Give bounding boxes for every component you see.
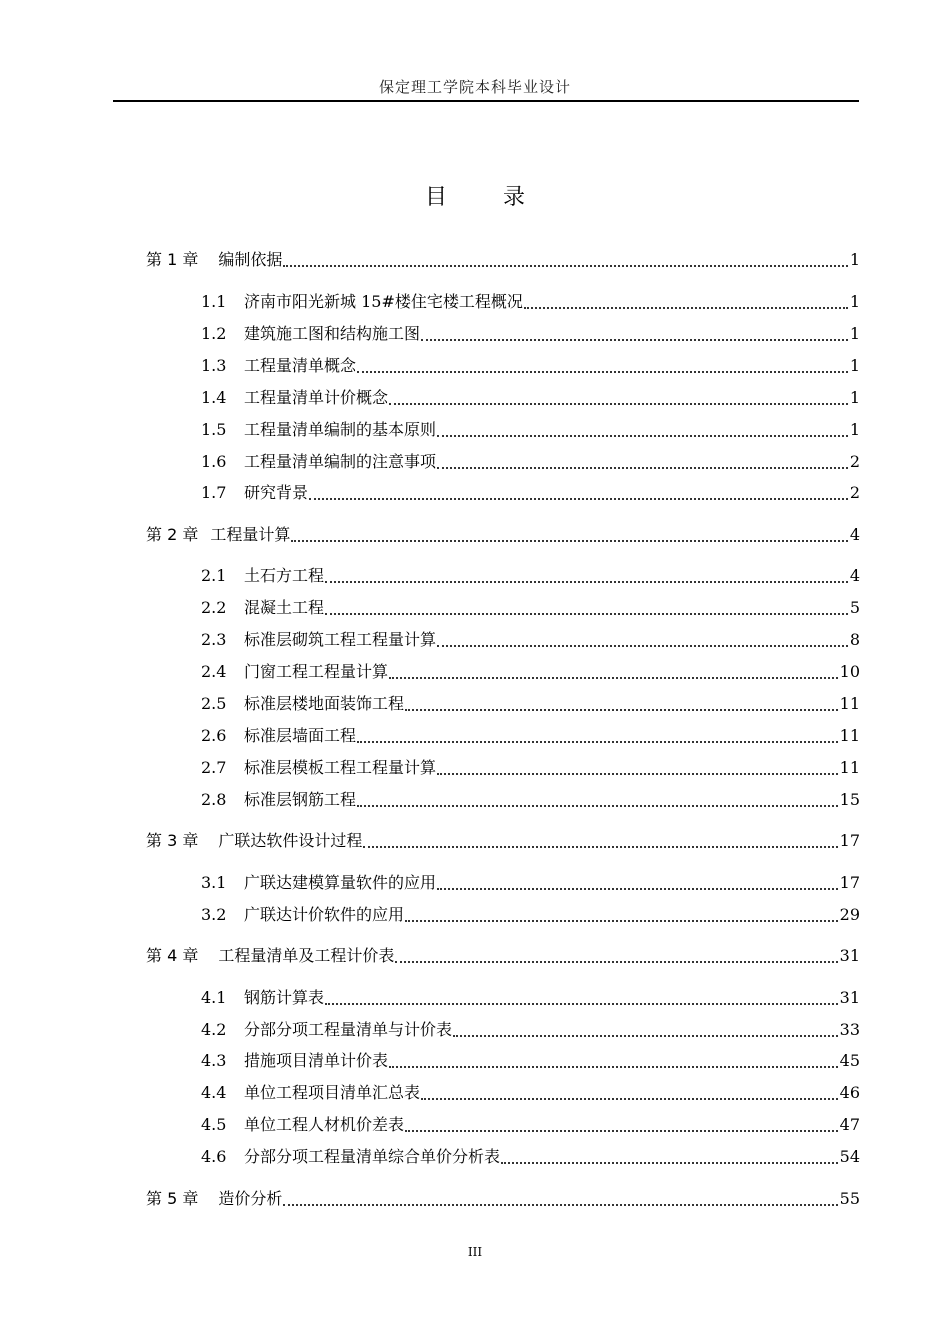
toc-section-entry[interactable] [201,354,860,378]
toc-entry-number: 4.3 [201,1051,227,1070]
toc-entry-page: 46 [839,1083,860,1102]
toc-entry-label: 标准层钢筋工程 [244,790,357,809]
toc-entry-number: 2.6 [201,726,227,745]
toc-section-entry[interactable] [201,322,860,346]
toc-dot-leader [437,872,838,890]
toc-section-entry[interactable] [201,564,860,588]
toc-entry-number: 2.1 [201,566,227,585]
toc-entry-page: 17 [839,831,860,850]
toc-entry-label: 标准层墙面工程 [244,726,357,745]
toc-entry-number: 第 5 章 [146,1189,199,1208]
toc-entry-page: 1 [849,420,860,439]
toc-section-entry[interactable] [201,418,860,442]
toc-title-char-2: 录 [503,185,526,210]
toc-dot-leader [389,1050,838,1068]
toc-entry-label: 分部分项工程量清单综合单价分析表 [244,1147,501,1166]
toc-dot-leader [501,1146,838,1164]
toc-entry-number: 4.2 [201,1020,227,1039]
toc-entry-number: 第 4 章 [146,946,199,965]
toc-dot-leader [437,629,848,647]
toc-entry-number: 2.2 [201,598,227,617]
toc-title [0,180,950,211]
toc-entry-label: 标准层楼地面装饰工程 [244,694,405,713]
toc-entry-label: 门窗工程工程量计算 [244,662,389,681]
toc-dot-leader [389,387,848,405]
toc-section-entry[interactable] [201,871,860,895]
toc-entry-label: 工程量清单编制的注意事项 [244,452,437,471]
toc-section-entry[interactable] [201,481,860,505]
toc-section-entry[interactable] [201,660,860,684]
toc-entry-page: 2 [849,452,860,471]
toc-section-entry[interactable] [201,1081,860,1105]
toc-chapter-entry[interactable] [146,1187,860,1211]
toc-entry-page: 29 [839,905,860,924]
toc-entry-label: 建筑施工图和结构施工图 [244,324,421,343]
toc-entry-page: 5 [849,598,860,617]
toc-entry-label: 工程量清单及工程计价表 [218,946,395,965]
toc-dot-leader [437,757,838,775]
toc-dot-leader [325,597,848,615]
toc-entry-label: 分部分项工程量清单与计价表 [244,1020,453,1039]
toc-entry-page: 1 [849,356,860,375]
toc-entry-page: 1 [849,388,860,407]
header-rule [113,100,859,102]
toc-entry-label: 钢筋计算表 [244,988,325,1007]
toc-title-char-1: 目 [424,185,447,210]
toc-chapter-entry[interactable] [146,523,860,547]
toc-dot-leader [357,789,838,807]
toc-entry-label: 工程量清单编制的基本原则 [244,420,437,439]
toc-entry-page: 45 [839,1051,860,1070]
toc-entry-number: 1.3 [201,356,227,375]
toc-entry-page: 17 [839,873,860,892]
toc-dot-leader [309,482,848,500]
toc-entry-page: 1 [849,250,860,269]
toc-section-entry[interactable] [201,986,860,1010]
toc-dot-leader [283,1188,837,1206]
toc-entry-page: 15 [839,790,860,809]
toc-entry-page: 1 [849,324,860,343]
toc-entry-label: 工程量计算 [210,525,291,544]
toc-entry-label: 广联达软件设计过程 [218,831,363,850]
toc-entry-label: 研究背景 [244,483,309,502]
toc-entry-label: 标准层模板工程工程量计算 [244,758,437,777]
toc-section-entry[interactable] [201,450,860,474]
toc-dot-leader [437,419,848,437]
toc-entry-label: 编制依据 [218,250,283,269]
toc-entry-number: 2.5 [201,694,227,713]
toc-section-entry[interactable] [201,628,860,652]
toc-entry-page: 54 [839,1147,860,1166]
toc-entry-number: 2.4 [201,662,227,681]
toc-entry-page: 11 [839,694,860,713]
toc-entry-page: 4 [849,566,860,585]
toc-section-entry[interactable] [201,386,860,410]
toc-entry-page: 55 [839,1189,860,1208]
toc-chapter-entry[interactable] [146,248,860,272]
toc-entry-number: 1.6 [201,452,227,471]
toc-entry-number: 4.6 [201,1147,227,1166]
toc-entry-number: 1.4 [201,388,227,407]
toc-entry-number: 3.2 [201,905,227,924]
toc-dot-leader [405,693,838,711]
toc-entry-page: 8 [849,630,860,649]
toc-entry-label: 措施项目清单计价表 [244,1051,389,1070]
toc-entry-number: 第 1 章 [146,250,199,269]
toc-entry-page: 4 [849,525,860,544]
toc-entry-label: 单位工程人材机价差表 [244,1115,405,1134]
toc-dot-leader [363,830,837,848]
toc-chapter-entry[interactable] [146,944,860,968]
toc-dot-leader [283,249,847,267]
toc-entry-number: 第 2 章 [146,525,199,544]
toc-entry-label: 标准层砌筑工程工程量计算 [244,630,437,649]
toc-entry-number: 4.4 [201,1083,227,1102]
toc-entry-number: 1.1 [201,292,227,311]
toc-section-entry[interactable] [201,596,860,620]
toc-section-entry[interactable] [201,724,860,748]
toc-dot-leader [357,725,838,743]
toc-entry-label: 土石方工程 [244,566,325,585]
toc-dot-leader [325,987,838,1005]
toc-entry-page: 33 [839,1020,860,1039]
toc-entry-label: 工程量清单概念 [244,356,357,375]
toc-entry-number: 1.7 [201,483,227,502]
toc-entry-label: 混凝土工程 [244,598,325,617]
toc-entry-number: 4.1 [201,988,227,1007]
toc-entry-number: 2.8 [201,790,227,809]
toc-dot-leader [453,1019,838,1037]
toc-section-entry[interactable] [201,1018,860,1042]
toc-entry-page: 2 [849,483,860,502]
toc-entry-page: 47 [839,1115,860,1134]
toc-dot-leader [421,323,848,341]
toc-entry-number: 1.2 [201,324,227,343]
toc-section-entry[interactable] [201,1049,860,1073]
toc-entry-label: 广联达建模算量软件的应用 [244,873,437,892]
toc-entry-label: 广联达计价软件的应用 [244,905,405,924]
toc-dot-leader [389,661,838,679]
toc-entry-number: 3.1 [201,873,227,892]
toc-entry-label: 工程量清单计价概念 [244,388,389,407]
toc-entry-number: 4.5 [201,1115,227,1134]
toc-entry-page: 31 [839,988,860,1007]
toc-entry-page: 31 [839,946,860,965]
toc-section-entry[interactable] [201,692,860,716]
toc-dot-leader [405,1114,838,1132]
toc-section-entry[interactable] [201,788,860,812]
toc-dot-leader [357,355,848,373]
toc-entry-label: 造价分析 [218,1189,283,1208]
toc-entry-number: 2.7 [201,758,227,777]
toc-entry-page: 11 [839,726,860,745]
toc-section-entry[interactable] [201,290,860,314]
toc-dot-leader [524,291,848,309]
toc-chapter-entry[interactable] [146,829,860,853]
toc-section-entry[interactable] [201,1113,860,1137]
toc-entry-page: 11 [839,758,860,777]
toc-entry-page: 1 [849,292,860,311]
toc-entry-number: 2.3 [201,630,227,649]
toc-dot-leader [437,451,848,469]
toc-entry-number: 第 3 章 [146,831,199,850]
toc-section-entry[interactable] [201,903,860,927]
toc-entry-page: 10 [839,662,860,681]
toc-section-entry[interactable] [201,1145,860,1169]
toc-section-entry[interactable] [201,756,860,780]
toc-dot-leader [421,1082,838,1100]
toc-entry-label: 济南市阳光新城 15#楼住宅楼工程概况 [244,292,523,311]
toc-dot-leader [395,945,837,963]
toc-dot-leader [291,524,847,542]
toc-dot-leader [325,565,848,583]
toc-entry-number: 1.5 [201,420,227,439]
toc-entry-label: 单位工程项目清单汇总表 [244,1083,421,1102]
page-number: III [467,1245,483,1259]
running-header: 保定理工学院本科毕业设计 [378,78,571,96]
toc-dot-leader [405,904,838,922]
